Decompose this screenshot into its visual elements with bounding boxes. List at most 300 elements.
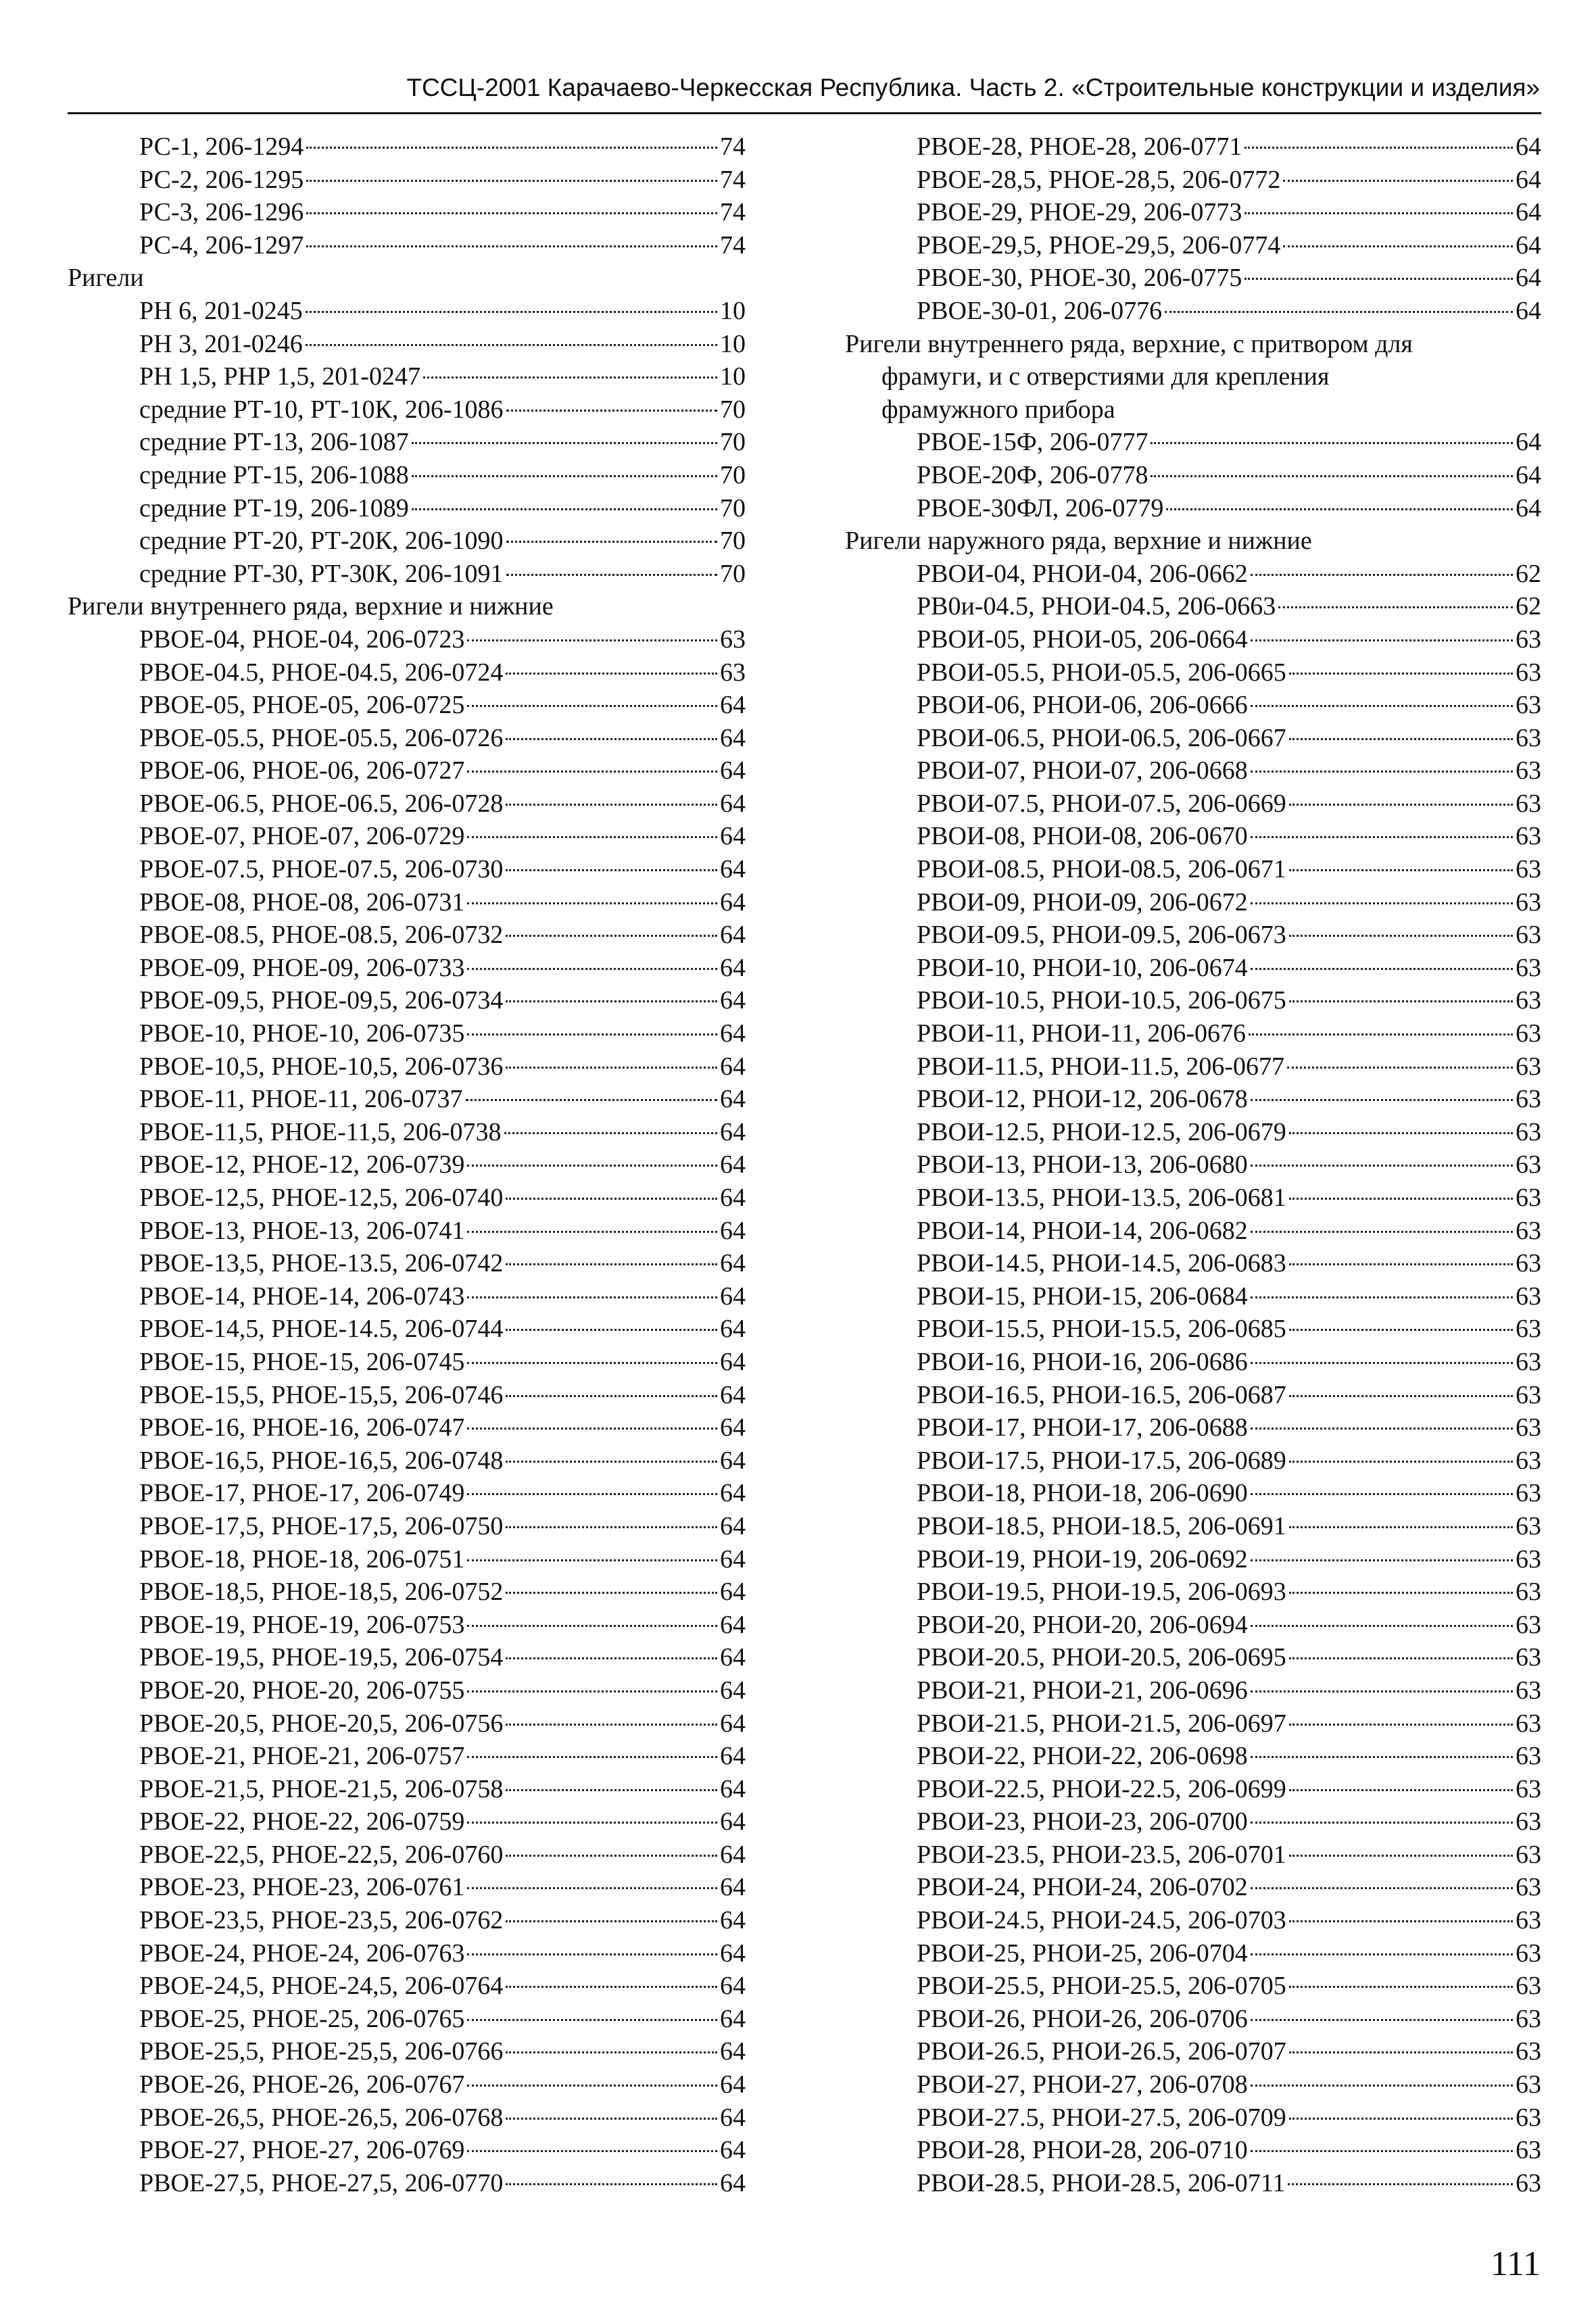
entry-page: 63 (1516, 756, 1541, 785)
dot-leader (306, 212, 717, 214)
entry-page: 63 (1516, 2037, 1541, 2066)
index-entry (68, 393, 746, 427)
entry-page: 64 (720, 691, 746, 720)
dot-leader (1251, 2085, 1513, 2087)
entry-label: РВОЕ-10,5, РНОЕ-10,5, 206-0736 (139, 1052, 504, 1081)
dot-leader (306, 180, 717, 182)
entry-label: РВОЕ-16,5, РНОЕ-16,5, 206-0748 (139, 1446, 504, 1475)
index-entry (845, 919, 1541, 952)
entry-label: РВОИ-11.5, РНОИ-11.5, 206-0677 (917, 1052, 1284, 1081)
entry-page: 63 (1516, 691, 1541, 720)
entry-label: РВ0и-04.5, РНОИ-04.5, 206-0663 (917, 592, 1276, 621)
entry-page: 63 (1516, 1150, 1541, 1179)
entry-label: РВОИ-20.5, РНОИ-20.5, 206-0695 (917, 1643, 1286, 1672)
index-entry (68, 130, 746, 164)
entry-label: РВОЕ-17,5, РНОЕ-17,5, 206-0750 (139, 1511, 504, 1540)
index-entry (68, 656, 746, 689)
entry-page: 64 (720, 2037, 746, 2066)
dot-leader (1251, 1690, 1513, 1692)
dot-leader (506, 1067, 717, 1069)
dot-leader (506, 1789, 717, 1791)
entry-page: 64 (1516, 296, 1541, 325)
entry-page: 64 (720, 723, 746, 752)
dot-leader (1289, 1789, 1513, 1791)
dot-leader (1251, 1165, 1513, 1167)
entry-label: РВОЕ-28, РНОЕ-28, 206-0771 (917, 132, 1242, 161)
index-entry (68, 1609, 746, 1642)
dot-leader (467, 771, 717, 773)
entry-label: РВОИ-20, РНОИ-20, 206-0694 (917, 1610, 1248, 1639)
entry-label: РВОИ-16, РНОИ-16, 206-0686 (917, 1347, 1248, 1376)
index-entry (845, 984, 1541, 1017)
entry-label: РВОЕ-06.5, РНОЕ-06.5, 206-0728 (139, 789, 504, 818)
entry-label: РВОИ-12.5, РНОИ-12.5, 206-0679 (917, 1117, 1286, 1146)
entry-label: РВОИ-24, РНОИ-24, 206-0702 (917, 1873, 1248, 1902)
index-entry (68, 1707, 746, 1740)
index-entry (845, 426, 1541, 459)
entry-label: РВОИ-25.5, РНОИ-25.5, 206-0705 (917, 1972, 1286, 2001)
entry-label: РВОЕ-14,5, РНОЕ-14.5, 206-0744 (139, 1315, 504, 1344)
index-entry (68, 689, 746, 722)
entry-page: 63 (1516, 855, 1541, 884)
dot-leader (1289, 1986, 1513, 1988)
index-column-left (68, 130, 746, 2199)
entry-page: 64 (720, 855, 746, 884)
dot-leader (1288, 2183, 1513, 2185)
index-entry (845, 1247, 1541, 1280)
dot-leader (1251, 771, 1513, 773)
entry-page: 64 (720, 1413, 746, 1442)
dot-leader (1251, 1953, 1513, 1955)
entry-label: РВОЕ-18,5, РНОЕ-18,5, 206-0752 (139, 1578, 504, 1607)
entry-page: 63 (1516, 1906, 1541, 1935)
index-entry (68, 1477, 746, 1510)
entry-page: 64 (720, 921, 746, 950)
entry-page: 64 (720, 1578, 746, 1607)
entry-page: 64 (720, 822, 746, 851)
dot-leader (467, 902, 717, 904)
index-entry (845, 1181, 1541, 1215)
entry-label: РВОЕ-17, РНОЕ-17, 206-0749 (139, 1479, 465, 1508)
dot-leader (1289, 1724, 1513, 1726)
entry-label: РВОИ-23, РНОИ-23, 206-0700 (917, 1807, 1248, 1836)
entry-label: РВОИ-14, РНОИ-14, 206-0682 (917, 1216, 1248, 1245)
dot-leader (467, 2019, 717, 2021)
entry-label: РВОИ-12, РНОИ-12, 206-0678 (917, 1085, 1248, 1114)
entry-page: 63 (1516, 625, 1541, 654)
index-entry (68, 1871, 746, 1904)
index-entry (845, 1050, 1541, 1083)
entry-page: 63 (1516, 1840, 1541, 1869)
entry-page: 64 (720, 1347, 746, 1376)
entry-page: 64 (720, 953, 746, 982)
entry-label: РВОИ-18, РНОИ-18, 206-0690 (917, 1479, 1248, 1508)
dot-leader (1244, 278, 1513, 280)
dot-leader (467, 2085, 717, 2087)
index-entry (845, 1116, 1541, 1149)
entry-page: 62 (1516, 592, 1541, 621)
dot-leader (1283, 180, 1513, 182)
index-entry (68, 426, 746, 459)
index-entry (845, 1904, 1541, 1937)
dot-leader (1251, 1099, 1513, 1101)
entry-page: 64 (720, 1774, 746, 1803)
entry-label: РВОИ-05, РНОИ-05, 206-0664 (917, 625, 1248, 654)
entry-label: РВОЕ-18, РНОЕ-18, 206-0751 (139, 1544, 465, 1574)
index-entry (845, 1707, 1541, 1740)
index-entry (845, 1543, 1541, 1576)
entry-page: 63 (1516, 1807, 1541, 1836)
index-entry (68, 1181, 746, 1215)
entry-label: РВОЕ-08.5, РНОЕ-08.5, 206-0732 (139, 921, 504, 950)
dot-leader (412, 508, 717, 510)
dot-leader (1289, 1657, 1513, 1659)
dot-leader (506, 1263, 717, 1265)
entry-label: РВОЕ-07.5, РНОЕ-07.5, 206-0730 (139, 855, 504, 884)
entry-label: РВОИ-07.5, РНОИ-07.5, 206-0669 (917, 789, 1286, 818)
entry-label: РВОИ-10.5, РНОИ-10.5, 206-0675 (917, 986, 1286, 1015)
entry-page: 63 (1516, 1117, 1541, 1146)
dot-leader (506, 1526, 717, 1528)
index-entry (845, 1970, 1541, 2003)
dot-leader (1244, 147, 1513, 149)
entry-label: РВОИ-26, РНОИ-26, 206-0706 (917, 2004, 1248, 2033)
entry-page: 64 (720, 1380, 746, 1409)
dot-leader (506, 1657, 717, 1659)
dot-leader (1251, 639, 1513, 641)
entry-page: 63 (720, 625, 746, 654)
entry-page: 63 (1516, 789, 1541, 818)
dot-leader (1251, 2150, 1513, 2152)
entry-page: 62 (1516, 559, 1541, 588)
entry-page: 64 (720, 1709, 746, 1738)
entry-page: 70 (720, 395, 746, 424)
heading-line: фрамуги, и с отверстиями для крепления (881, 362, 1330, 391)
entry-label: РВОЕ-27, РНОЕ-27, 206-0769 (139, 2136, 465, 2165)
entry-page: 64 (720, 1511, 746, 1540)
entry-label: РВОЕ-30, РНОЕ-30, 206-0775 (917, 264, 1242, 293)
entry-page: 63 (1516, 658, 1541, 687)
entry-label: РВОЕ-05, РНОЕ-05, 206-0725 (139, 691, 465, 720)
entry-page: 63 (1516, 1249, 1541, 1278)
index-entry (68, 1215, 746, 1248)
entry-label: РВОЕ-07, РНОЕ-07, 206-0729 (139, 822, 465, 851)
dot-leader (506, 869, 717, 871)
dot-leader (506, 2183, 717, 2185)
index-entry (68, 787, 746, 821)
dot-leader (506, 1395, 717, 1397)
dot-leader (1289, 1395, 1513, 1397)
entry-page: 63 (1516, 1544, 1541, 1574)
entry-page: 64 (1516, 132, 1541, 161)
dot-leader (1251, 902, 1513, 904)
index-entry (68, 1904, 746, 1937)
entry-page: 64 (720, 789, 746, 818)
index-heading: Ригели (68, 264, 144, 293)
entry-label: РВОЕ-19, РНОЕ-19, 206-0753 (139, 1610, 465, 1639)
entry-label: РВОЕ-04.5, РНОЕ-04.5, 206-0724 (139, 658, 504, 687)
entry-page: 64 (720, 1906, 746, 1935)
dot-leader (1251, 1756, 1513, 1758)
entry-label: РВОИ-08, РНОИ-08, 206-0670 (917, 822, 1248, 851)
entry-label: РВОИ-28.5, РНОИ-28.5, 206-0711 (917, 2168, 1286, 2197)
index-entry (68, 1641, 746, 1674)
entry-label: РВОИ-15.5, РНОИ-15.5, 206-0685 (917, 1315, 1286, 1344)
index-entry (68, 623, 746, 656)
dot-leader (467, 1493, 717, 1495)
dot-leader (467, 1033, 717, 1035)
index-entry (68, 1050, 746, 1083)
dot-leader (506, 410, 717, 412)
entry-label: РВОИ-21.5, РНОИ-21.5, 206-0697 (917, 1709, 1286, 1738)
entry-label: РВОИ-26.5, РНОИ-26.5, 206-0707 (917, 2037, 1286, 2066)
entry-label: РВОИ-21, РНОИ-21, 206-0696 (917, 1676, 1248, 1705)
entry-label: РВОЕ-29, РНОЕ-29, 206-0773 (917, 198, 1242, 227)
index-entry (68, 1148, 746, 1181)
entry-label: РВОЕ-14, РНОЕ-14, 206-0743 (139, 1282, 465, 1311)
entry-page: 64 (1516, 460, 1541, 489)
dot-leader (1251, 705, 1513, 707)
dot-leader (506, 541, 717, 543)
index-entry (845, 2003, 1541, 2036)
entry-page: 64 (720, 1479, 746, 1508)
dot-leader (506, 1198, 717, 1200)
entry-label: РВОИ-09.5, РНОИ-09.5, 206-0673 (917, 921, 1286, 950)
index-entry (68, 1937, 746, 1970)
entry-page: 64 (720, 2168, 746, 2197)
entry-page: 63 (1516, 1347, 1541, 1376)
dot-leader (1287, 1067, 1513, 1069)
entry-label: РВОЕ-20, РНОЕ-20, 206-0755 (139, 1676, 465, 1705)
index-entry (68, 1740, 746, 1773)
entry-label: средние РТ-15, 206-1088 (139, 460, 409, 489)
index-entry (68, 1444, 746, 1478)
index-entry (68, 459, 746, 492)
index-entry (845, 1313, 1541, 1346)
index-entry (68, 1970, 746, 2003)
index-entry (68, 820, 746, 853)
index-entry (68, 525, 746, 558)
entry-label: РВОЕ-13,5, РНОЕ-13.5, 206-0742 (139, 1249, 504, 1278)
dot-leader (1289, 869, 1513, 871)
entry-label: РВОЕ-05.5, РНОЕ-05.5, 206-0726 (139, 723, 504, 752)
index-entry (845, 1740, 1541, 1773)
index-entry (845, 130, 1541, 164)
entry-label: РВОИ-22.5, РНОИ-22.5, 206-0699 (917, 1774, 1286, 1803)
dot-leader (1249, 1033, 1513, 1035)
entry-page: 63 (1516, 1643, 1541, 1672)
index-entry (68, 1674, 746, 1707)
dot-leader (1251, 1296, 1513, 1298)
entry-page: 64 (720, 1085, 746, 1114)
entry-page: 74 (720, 132, 746, 161)
entry-page: 10 (720, 329, 746, 358)
entry-page: 64 (1516, 493, 1541, 522)
entry-page: 64 (1516, 198, 1541, 227)
entry-label: РВОЕ-15Ф, 206-0777 (917, 428, 1148, 457)
dot-leader (467, 705, 717, 707)
entry-label: РВОИ-17, РНОИ-17, 206-0688 (917, 1413, 1248, 1442)
dot-leader (1251, 574, 1513, 576)
entry-page: 64 (720, 1216, 746, 1245)
entry-label: РВОЕ-25, РНОЕ-25, 206-0765 (139, 2004, 465, 2033)
page-number: 111 (1490, 2245, 1541, 2283)
index-entry (68, 2167, 746, 2200)
dot-leader (467, 1625, 717, 1627)
entry-page: 63 (1516, 1610, 1541, 1639)
entry-label: РВОЕ-13, РНОЕ-13, 206-0741 (139, 1216, 465, 1245)
entry-label: средние РТ-30, РТ-30К, 206-1091 (139, 559, 504, 588)
dot-leader (306, 245, 717, 247)
entry-page: 70 (720, 559, 746, 588)
dot-leader (506, 673, 717, 675)
index-entry (68, 919, 746, 952)
entry-page: 64 (720, 2004, 746, 2033)
dot-leader (412, 475, 717, 477)
dot-leader (506, 1329, 717, 1331)
header-title: ТССЦ-2001 Карачаево-Черкесская Республика. Часть 2. «Строительные конструкции и изделия» (406, 74, 1540, 101)
entry-label: РВОЕ-24, РНОЕ-24, 206-0763 (139, 1939, 465, 1968)
entry-page: 10 (720, 362, 746, 391)
entry-page: 64 (720, 2103, 746, 2132)
dot-leader (1166, 508, 1513, 510)
index-entry (68, 853, 746, 886)
dot-leader (1278, 606, 1513, 608)
dot-leader (467, 1559, 717, 1561)
dot-leader (467, 1887, 717, 1889)
entry-page: 64 (720, 1282, 746, 1311)
entry-page: 64 (720, 1807, 746, 1836)
entry-label: РН 1,5, РНР 1,5, 201-0247 (139, 362, 420, 391)
entry-page: 64 (720, 2070, 746, 2099)
entry-label: средние РТ-10, РТ-10К, 206-1086 (139, 395, 504, 424)
index-entry (68, 1773, 746, 1806)
entry-label: РВОИ-16.5, РНОИ-16.5, 206-0687 (917, 1380, 1286, 1409)
dot-leader (306, 311, 717, 313)
dot-leader (1251, 2019, 1513, 2021)
index-entry (68, 1805, 746, 1838)
entry-page: 63 (1516, 2004, 1541, 2033)
entry-page: 64 (1516, 230, 1541, 260)
index-entry (845, 1017, 1541, 1050)
entry-label: РВОИ-28, РНОИ-28, 206-0710 (917, 2136, 1248, 2165)
dot-leader (506, 1592, 717, 1594)
dot-leader (1251, 1822, 1513, 1824)
entry-page: 64 (720, 1052, 746, 1081)
entry-page: 64 (1516, 264, 1541, 293)
entry-page: 63 (1516, 1578, 1541, 1607)
entry-page: 63 (1516, 1380, 1541, 1409)
dot-leader (306, 344, 717, 346)
dot-leader (1289, 1461, 1513, 1463)
index-entry (68, 1116, 746, 1149)
dot-leader (1244, 212, 1513, 214)
dot-leader (1283, 245, 1513, 247)
index-entry (845, 164, 1541, 197)
entry-label: средние РТ-19, 206-1089 (139, 493, 409, 522)
entry-label: РВОИ-17.5, РНОИ-17.5, 206-0689 (917, 1446, 1286, 1475)
entry-label: РВОЕ-21,5, РНОЕ-21,5, 206-0758 (139, 1774, 504, 1803)
index-entry (845, 262, 1541, 295)
entry-page: 63 (1516, 822, 1541, 851)
entry-page: 64 (720, 1184, 746, 1212)
dot-leader (1289, 1263, 1513, 1265)
index-entry (845, 558, 1541, 591)
entry-page: 64 (720, 1117, 746, 1146)
index-entry (68, 1543, 746, 1576)
index-entry (68, 360, 746, 393)
entry-label: РВОЕ-20Ф, 206-0778 (917, 460, 1148, 489)
entry-page: 64 (720, 1873, 746, 1902)
dot-leader (1289, 1920, 1513, 1922)
index-column-right (845, 130, 1541, 2199)
dot-leader (1289, 2118, 1513, 2120)
entry-page: 10 (720, 296, 746, 325)
index-entry (68, 2035, 746, 2068)
entry-page: 63 (1516, 2168, 1541, 2197)
dot-leader (1165, 311, 1513, 313)
index-entry (845, 1674, 1541, 1707)
entry-page: 63 (1516, 1709, 1541, 1738)
entry-page: 63 (720, 658, 746, 687)
index-entry (68, 1313, 746, 1346)
entry-page: 74 (720, 230, 746, 260)
index-entry (845, 1609, 1541, 1642)
entry-page: 63 (1516, 2103, 1541, 2132)
entry-page: 70 (720, 460, 746, 489)
entry-label: РВОЕ-15, РНОЕ-15, 206-0745 (139, 1347, 465, 1376)
dot-leader (467, 2150, 717, 2152)
entry-label: РВОИ-06.5, РНОИ-06.5, 206-0667 (917, 723, 1286, 752)
entry-label: РВОЕ-19,5, РНОЕ-19,5, 206-0754 (139, 1643, 504, 1672)
index-entry (68, 1280, 746, 1313)
entry-page: 70 (720, 527, 746, 556)
entry-label: РВОЕ-15,5, РНОЕ-15,5, 206-0746 (139, 1380, 504, 1409)
index-entry (845, 1937, 1541, 1970)
entry-label: РВОЕ-12, РНОЕ-12, 206-0739 (139, 1150, 465, 1179)
entry-label: РВОЕ-11,5, РНОЕ-11,5, 206-0738 (139, 1117, 502, 1146)
index-entry (845, 886, 1541, 919)
index-entry (845, 1083, 1541, 1116)
entry-label: средние РТ-20, РТ-20К, 206-1090 (139, 527, 504, 556)
index-entry (845, 689, 1541, 722)
entry-page: 64 (720, 2136, 746, 2165)
entry-page: 63 (1516, 1676, 1541, 1705)
entry-page: 64 (720, 1150, 746, 1179)
index-entry (68, 754, 746, 787)
index-entry (845, 787, 1541, 821)
index-entry (68, 492, 746, 525)
entry-page: 70 (720, 428, 746, 457)
index-entry (68, 1379, 746, 1412)
entry-label: РВОИ-15, РНОИ-15, 206-0684 (917, 1282, 1248, 1311)
entry-label: РС-3, 206-1296 (139, 198, 304, 227)
index-entry (845, 1411, 1541, 1444)
entry-label: РВОЕ-06, РНОЕ-06, 206-0727 (139, 756, 465, 785)
entry-label: РВОЕ-25,5, РНОЕ-25,5, 206-0766 (139, 2037, 504, 2066)
dot-leader (504, 1132, 717, 1134)
entry-page: 64 (720, 1019, 746, 1048)
entry-page: 63 (1516, 723, 1541, 752)
entry-label: РВОЕ-20,5, РНОЕ-20,5, 206-0756 (139, 1709, 504, 1738)
index-entry (845, 754, 1541, 787)
entry-label: РВОЕ-09, РНОЕ-09, 206-0733 (139, 953, 465, 982)
entry-label: РВОЕ-09,5, РНОЕ-09,5, 206-0734 (139, 986, 504, 1015)
dot-leader (1251, 1625, 1513, 1627)
dot-leader (1251, 968, 1513, 970)
entry-page: 63 (1516, 1282, 1541, 1311)
entry-page: 63 (1516, 1052, 1541, 1081)
